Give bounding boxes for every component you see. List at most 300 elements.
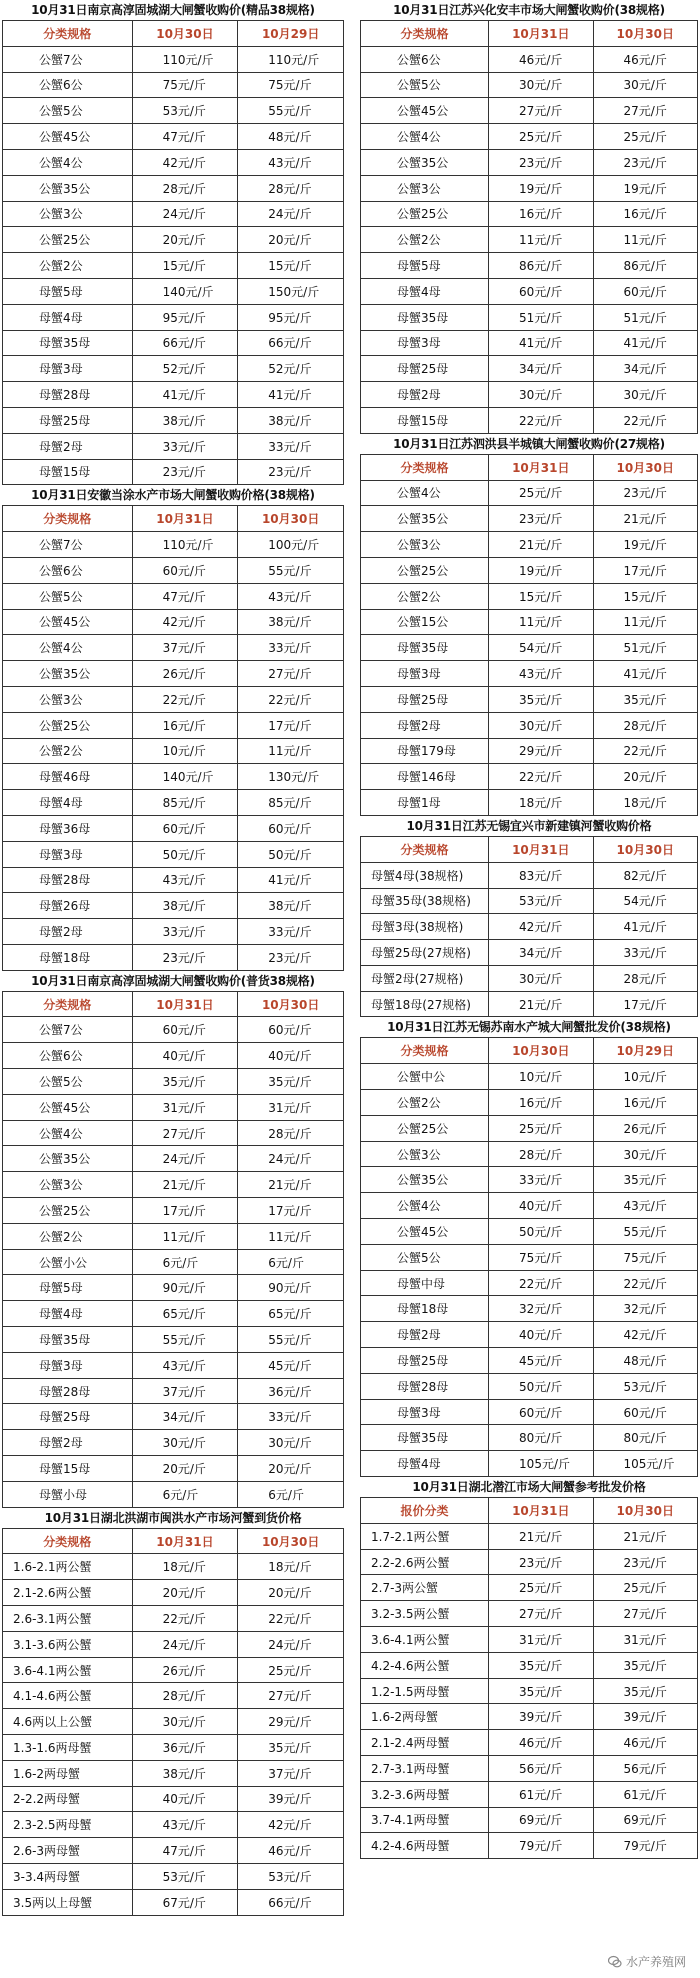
price-cell: 38元/斤: [238, 407, 344, 433]
price-cell: 24元/斤: [238, 1631, 344, 1657]
spec-cell: 母蟹25母: [3, 1404, 133, 1430]
price-cell: 6元/斤: [238, 1249, 344, 1275]
column-header: 分类规格: [3, 1528, 133, 1554]
table-row: [361, 304, 698, 330]
price-cell: 53元/斤: [132, 1863, 238, 1889]
price-cell: 55元/斤: [132, 1327, 238, 1353]
spec-cell: 母蟹35母: [361, 1425, 489, 1451]
table-row: [361, 46, 698, 72]
price-cell: 16元/斤: [489, 1090, 593, 1116]
price-cell: 31元/斤: [132, 1094, 238, 1120]
table-row: [361, 506, 698, 532]
price-cell: 6元/斤: [132, 1481, 238, 1507]
price-cell: 45元/斤: [489, 1348, 593, 1374]
price-cell: 23元/斤: [489, 506, 593, 532]
price-cell: 23元/斤: [132, 944, 238, 970]
price-cell: 30元/斤: [489, 72, 593, 98]
price-cell: 11元/斤: [132, 1223, 238, 1249]
table-row: [361, 1373, 698, 1399]
table-row: [361, 1704, 698, 1730]
price-table-section: [2, 0, 344, 485]
price-cell: 31元/斤: [593, 1627, 697, 1653]
column-header: 10月30日: [132, 21, 238, 47]
price-cell: 95元/斤: [132, 304, 238, 330]
table-row: [3, 1094, 344, 1120]
spec-cell: 母蟹18母: [3, 944, 133, 970]
price-cell: 39元/斤: [489, 1704, 593, 1730]
spec-cell: 母蟹28母: [361, 1373, 489, 1399]
spec-cell: 母蟹25母: [361, 1348, 489, 1374]
spec-cell: 公蟹3公: [3, 686, 133, 712]
price-cell: 33元/斤: [238, 1404, 344, 1430]
price-cell: 43元/斤: [489, 661, 593, 687]
price-cell: 79元/斤: [593, 1833, 697, 1859]
spec-cell: 公蟹6公: [3, 72, 133, 98]
price-cell: 38元/斤: [132, 407, 238, 433]
column-header: 10月30日: [593, 21, 697, 47]
price-cell: 50元/斤: [132, 841, 238, 867]
table-header-row: [361, 1498, 698, 1524]
spec-cell: 母蟹5母: [361, 253, 489, 279]
spec-cell: 母蟹2母: [361, 1322, 489, 1348]
table-row: [3, 532, 344, 558]
table-row: [3, 124, 344, 150]
price-cell: 15元/斤: [132, 253, 238, 279]
price-cell: 60元/斤: [238, 1017, 344, 1043]
price-cell: 19元/斤: [489, 175, 593, 201]
table-row: [361, 253, 698, 279]
table-row: [3, 1631, 344, 1657]
price-cell: 60元/斤: [489, 278, 593, 304]
price-table-section: [360, 1017, 698, 1477]
table-row: [361, 1244, 698, 1270]
right-column: [360, 0, 698, 1859]
table-row: [361, 1575, 698, 1601]
spec-cell: 母蟹4母: [361, 278, 489, 304]
spec-cell: 母蟹4母(38规格): [361, 862, 489, 888]
table-row: [3, 1146, 344, 1172]
price-cell: 46元/斤: [238, 1838, 344, 1864]
spec-cell: 公蟹7公: [3, 46, 133, 72]
spec-cell: 母蟹小母: [3, 1481, 133, 1507]
price-cell: 22元/斤: [132, 686, 238, 712]
price-cell: 30元/斤: [593, 72, 697, 98]
table-row: [361, 1348, 698, 1374]
price-cell: 26元/斤: [132, 661, 238, 687]
price-cell: 90元/斤: [132, 1275, 238, 1301]
spec-cell: 母蟹5母: [3, 1275, 133, 1301]
spec-cell: 2.7-3两公蟹: [361, 1575, 489, 1601]
spec-cell: 2.3-2.5两母蟹: [3, 1812, 133, 1838]
table-row: [361, 124, 698, 150]
price-cell: 16元/斤: [489, 201, 593, 227]
price-cell: 35元/斤: [238, 1735, 344, 1761]
price-cell: 26元/斤: [593, 1115, 697, 1141]
spec-cell: 母蟹3母: [361, 330, 489, 356]
table-row: [3, 1378, 344, 1404]
table-row: [361, 862, 698, 888]
spec-cell: 1.7-2.1两公蟹: [361, 1523, 489, 1549]
table-row: [3, 1735, 344, 1761]
price-cell: 46元/斤: [593, 46, 697, 72]
price-cell: 33元/斤: [238, 919, 344, 945]
spec-cell: 母蟹1母: [361, 790, 489, 816]
price-cell: 31元/斤: [489, 1627, 593, 1653]
spec-cell: 公蟹5公: [3, 98, 133, 124]
column-header: 10月29日: [238, 21, 344, 47]
spec-cell: 公蟹35公: [3, 1146, 133, 1172]
spec-cell: 3.2-3.6两母蟹: [361, 1781, 489, 1807]
price-cell: 43元/斤: [593, 1193, 697, 1219]
table-row: [3, 1812, 344, 1838]
spec-cell: 母蟹2母(27规格): [361, 965, 489, 991]
price-cell: 30元/斤: [489, 712, 593, 738]
table-row: [361, 1756, 698, 1782]
price-cell: 18元/斤: [489, 790, 593, 816]
price-cell: 27元/斤: [489, 98, 593, 124]
table-row: [361, 175, 698, 201]
price-cell: 27元/斤: [593, 98, 697, 124]
table-row: [361, 1678, 698, 1704]
price-cell: 53元/斤: [132, 98, 238, 124]
spec-cell: 公蟹2公: [361, 227, 489, 253]
table-title: 10月31日湖北洪湖市闽洪水产市场河蟹到货价格: [44, 1510, 302, 1525]
column-header: 分类规格: [361, 1038, 489, 1064]
price-cell: 43元/斤: [132, 1352, 238, 1378]
spec-cell: 4.1-4.6两公蟹: [3, 1683, 133, 1709]
price-cell: 29元/斤: [489, 738, 593, 764]
spec-cell: 3.1-3.6两公蟹: [3, 1631, 133, 1657]
price-cell: 38元/斤: [132, 1760, 238, 1786]
spec-cell: 3.6-4.1两公蟹: [361, 1627, 489, 1653]
table-row: [3, 407, 344, 433]
price-cell: 16元/斤: [593, 201, 697, 227]
table-row: [361, 98, 698, 124]
price-cell: 41元/斤: [489, 330, 593, 356]
table-row: [3, 635, 344, 661]
spec-cell: 公蟹5公: [361, 72, 489, 98]
price-cell: 28元/斤: [489, 1141, 593, 1167]
price-table-section: [360, 434, 698, 816]
price-cell: 30元/斤: [238, 1430, 344, 1456]
price-cell: 35元/斤: [489, 1652, 593, 1678]
table-row: [3, 841, 344, 867]
price-cell: 34元/斤: [489, 356, 593, 382]
spec-cell: 公蟹7公: [3, 1017, 133, 1043]
table-row: [361, 356, 698, 382]
price-cell: 55元/斤: [238, 557, 344, 583]
price-cell: 47元/斤: [132, 583, 238, 609]
table-row: [361, 738, 698, 764]
price-cell: 40元/斤: [132, 1786, 238, 1812]
table-header-row: [3, 21, 344, 47]
price-cell: 69元/斤: [489, 1807, 593, 1833]
table-row: [3, 790, 344, 816]
spec-cell: 公蟹25公: [3, 712, 133, 738]
price-cell: 28元/斤: [593, 965, 697, 991]
price-cell: 22元/斤: [238, 1606, 344, 1632]
price-table: [2, 991, 344, 1508]
spec-cell: 公蟹25公: [3, 227, 133, 253]
price-cell: 6元/斤: [238, 1481, 344, 1507]
price-cell: 66元/斤: [238, 330, 344, 356]
price-cell: 28元/斤: [238, 1120, 344, 1146]
price-cell: 53元/斤: [489, 888, 593, 914]
table-row: [3, 764, 344, 790]
spec-cell: 3.7-4.1两母蟹: [361, 1807, 489, 1833]
table-row: [361, 1652, 698, 1678]
spec-cell: 公蟹5公: [3, 1069, 133, 1095]
price-cell: 60元/斤: [132, 557, 238, 583]
price-cell: 54元/斤: [489, 635, 593, 661]
table-row: [3, 661, 344, 687]
table-row: [3, 609, 344, 635]
price-cell: 40元/斤: [489, 1322, 593, 1348]
price-table-section: [360, 1477, 698, 1859]
price-cell: 29元/斤: [238, 1709, 344, 1735]
table-row: [361, 1807, 698, 1833]
spec-cell: 母蟹3母: [3, 356, 133, 382]
price-cell: 41元/斤: [238, 867, 344, 893]
table-row: [361, 227, 698, 253]
table-row: [3, 1683, 344, 1709]
price-cell: 23元/斤: [593, 480, 697, 506]
price-cell: 56元/斤: [593, 1756, 697, 1782]
price-cell: 86元/斤: [489, 253, 593, 279]
table-row: [3, 1043, 344, 1069]
price-cell: 50元/斤: [489, 1373, 593, 1399]
price-cell: 20元/斤: [132, 1580, 238, 1606]
price-cell: 85元/斤: [238, 790, 344, 816]
spec-cell: 母蟹35母(38规格): [361, 888, 489, 914]
price-cell: 20元/斤: [238, 1456, 344, 1482]
spec-cell: 公蟹35公: [361, 1167, 489, 1193]
table-row: [361, 888, 698, 914]
table-row: [3, 459, 344, 485]
spec-cell: 4.2-4.6两母蟹: [361, 1833, 489, 1859]
column-header: 报价分类: [361, 1498, 489, 1524]
table-row: [361, 1451, 698, 1477]
price-cell: 15元/斤: [593, 583, 697, 609]
price-cell: 22元/斤: [593, 1270, 697, 1296]
spec-cell: 公蟹6公: [361, 46, 489, 72]
price-cell: 21元/斤: [593, 506, 697, 532]
price-cell: 130元/斤: [238, 764, 344, 790]
watermark-text: 水产养殖网: [625, 1955, 686, 1969]
price-cell: 6元/斤: [132, 1249, 238, 1275]
table-row: [361, 1296, 698, 1322]
table-row: [361, 1141, 698, 1167]
table-row: [3, 1301, 344, 1327]
table-title: 10月31日江苏兴化安丰市场大闸蟹收购价(38规格): [393, 3, 665, 17]
table-row: [3, 1554, 344, 1580]
spec-cell: 公蟹6公: [3, 557, 133, 583]
price-cell: 66元/斤: [238, 1889, 344, 1915]
price-cell: 45元/斤: [238, 1352, 344, 1378]
price-cell: 41元/斤: [593, 661, 697, 687]
table-row: [3, 72, 344, 98]
column-header: 分类规格: [361, 454, 489, 480]
spec-cell: 公蟹25公: [3, 1198, 133, 1224]
price-cell: 25元/斤: [238, 1657, 344, 1683]
price-cell: 24元/斤: [132, 1631, 238, 1657]
price-cell: 20元/斤: [132, 227, 238, 253]
price-cell: 60元/斤: [593, 1399, 697, 1425]
spec-cell: 母蟹28母: [3, 382, 133, 408]
spec-cell: 公蟹2公: [3, 253, 133, 279]
spec-cell: 母蟹28母: [3, 867, 133, 893]
column-header: 10月31日: [489, 454, 593, 480]
price-table-section: [2, 971, 344, 1508]
price-cell: 37元/斤: [132, 635, 238, 661]
table-row: [361, 382, 698, 408]
price-cell: 33元/斤: [238, 433, 344, 459]
price-cell: 54元/斤: [593, 888, 697, 914]
table-row: [361, 635, 698, 661]
table-row: [3, 738, 344, 764]
price-cell: 60元/斤: [593, 278, 697, 304]
spec-cell: 母蟹28母: [3, 1378, 133, 1404]
table-row: [361, 278, 698, 304]
price-cell: 42元/斤: [593, 1322, 697, 1348]
price-cell: 41元/斤: [238, 382, 344, 408]
price-cell: 25元/斤: [593, 124, 697, 150]
price-cell: 23元/斤: [489, 149, 593, 175]
table-row: [3, 944, 344, 970]
table-row: [3, 1327, 344, 1353]
price-cell: 16元/斤: [132, 712, 238, 738]
table-row: [3, 227, 344, 253]
table-row: [361, 712, 698, 738]
price-cell: 21元/斤: [593, 1523, 697, 1549]
spec-cell: 母蟹25母(27规格): [361, 940, 489, 966]
table-row: [3, 304, 344, 330]
price-cell: 51元/斤: [593, 304, 697, 330]
table-row: [3, 356, 344, 382]
price-cell: 25元/斤: [489, 1575, 593, 1601]
price-cell: 61元/斤: [489, 1781, 593, 1807]
price-cell: 90元/斤: [238, 1275, 344, 1301]
spec-cell: 1.6-2两母蟹: [3, 1760, 133, 1786]
price-cell: 40元/斤: [132, 1043, 238, 1069]
price-cell: 60元/斤: [489, 1399, 593, 1425]
price-cell: 35元/斤: [489, 686, 593, 712]
spec-cell: 公蟹中公: [361, 1064, 489, 1090]
price-cell: 20元/斤: [593, 764, 697, 790]
price-cell: 24元/斤: [132, 1146, 238, 1172]
table-title: 10月31日湖北潜江市场大闸蟹参考批发价格: [412, 1480, 646, 1495]
price-cell: 37元/斤: [132, 1378, 238, 1404]
spec-cell: 3-3.4两母蟹: [3, 1863, 133, 1889]
price-cell: 35元/斤: [489, 1678, 593, 1704]
spec-cell: 母蟹15母: [3, 1456, 133, 1482]
table-row: [3, 1838, 344, 1864]
table-row: [3, 1760, 344, 1786]
price-cell: 21元/斤: [489, 991, 593, 1017]
spec-cell: 公蟹4公: [3, 635, 133, 661]
table-row: [361, 201, 698, 227]
column-header: 10月30日: [489, 1038, 593, 1064]
column-header: 10月30日: [238, 991, 344, 1017]
price-cell: 40元/斤: [238, 1043, 344, 1069]
table-title: 10月31日江苏无锡苏南水产城大闸蟹批发价(38规格): [387, 1020, 671, 1035]
price-cell: 28元/斤: [132, 1683, 238, 1709]
table-title: 10月31日南京高淳固城湖大闸蟹收购价(精品38规格): [31, 3, 315, 17]
price-cell: 42元/斤: [489, 914, 593, 940]
price-cell: 22元/斤: [489, 407, 593, 433]
price-cell: 55元/斤: [593, 1219, 697, 1245]
spec-cell: 母蟹3母: [361, 1399, 489, 1425]
price-table: [360, 20, 698, 434]
price-cell: 20元/斤: [238, 227, 344, 253]
price-cell: 22元/斤: [489, 764, 593, 790]
price-cell: 34元/斤: [593, 356, 697, 382]
price-cell: 18元/斤: [238, 1554, 344, 1580]
price-cell: 56元/斤: [489, 1756, 593, 1782]
spec-cell: 母蟹35母: [361, 304, 489, 330]
spec-cell: 公蟹4公: [361, 1193, 489, 1219]
table-row: [3, 1404, 344, 1430]
spec-cell: 母蟹146母: [361, 764, 489, 790]
column-header: 10月31日: [132, 991, 238, 1017]
table-row: [3, 1657, 344, 1683]
spec-cell: 母蟹179母: [361, 738, 489, 764]
price-cell: 150元/斤: [238, 278, 344, 304]
spec-cell: 公蟹45公: [3, 124, 133, 150]
table-row: [3, 1069, 344, 1095]
price-cell: 36元/斤: [132, 1735, 238, 1761]
price-cell: 85元/斤: [132, 790, 238, 816]
table-row: [3, 433, 344, 459]
price-cell: 10元/斤: [593, 1064, 697, 1090]
spec-cell: 母蟹25母: [361, 686, 489, 712]
spec-cell: 公蟹2公: [3, 738, 133, 764]
price-cell: 28元/斤: [132, 175, 238, 201]
spec-cell: 公蟹25公: [361, 201, 489, 227]
spec-cell: 母蟹35母: [3, 330, 133, 356]
price-cell: 48元/斤: [593, 1348, 697, 1374]
price-cell: 82元/斤: [593, 862, 697, 888]
price-cell: 33元/斤: [593, 940, 697, 966]
price-cell: 55元/斤: [238, 1327, 344, 1353]
price-cell: 43元/斤: [238, 149, 344, 175]
price-cell: 43元/斤: [238, 583, 344, 609]
price-cell: 25元/斤: [489, 480, 593, 506]
price-cell: 47元/斤: [132, 124, 238, 150]
price-cell: 40元/斤: [489, 1193, 593, 1219]
spec-cell: 母蟹35母: [3, 1327, 133, 1353]
table-row: [3, 583, 344, 609]
spec-cell: 公蟹5公: [361, 1244, 489, 1270]
spec-cell: 1.2-1.5两母蟹: [361, 1678, 489, 1704]
spec-cell: 1.6-2.1两公蟹: [3, 1554, 133, 1580]
table-row: [361, 330, 698, 356]
table-row: [3, 201, 344, 227]
price-cell: 33元/斤: [132, 433, 238, 459]
price-cell: 31元/斤: [238, 1094, 344, 1120]
spec-cell: 母蟹46母: [3, 764, 133, 790]
price-cell: 20元/斤: [132, 1456, 238, 1482]
column-header: 10月31日: [132, 1528, 238, 1554]
column-header: 分类规格: [361, 836, 489, 862]
price-cell: 11元/斤: [238, 1223, 344, 1249]
spec-cell: 母蟹2母: [3, 919, 133, 945]
column-header: 10月31日: [132, 506, 238, 532]
price-cell: 17元/斤: [238, 712, 344, 738]
spec-cell: 母蟹25母: [3, 407, 133, 433]
table-row: [361, 583, 698, 609]
price-cell: 34元/斤: [132, 1404, 238, 1430]
